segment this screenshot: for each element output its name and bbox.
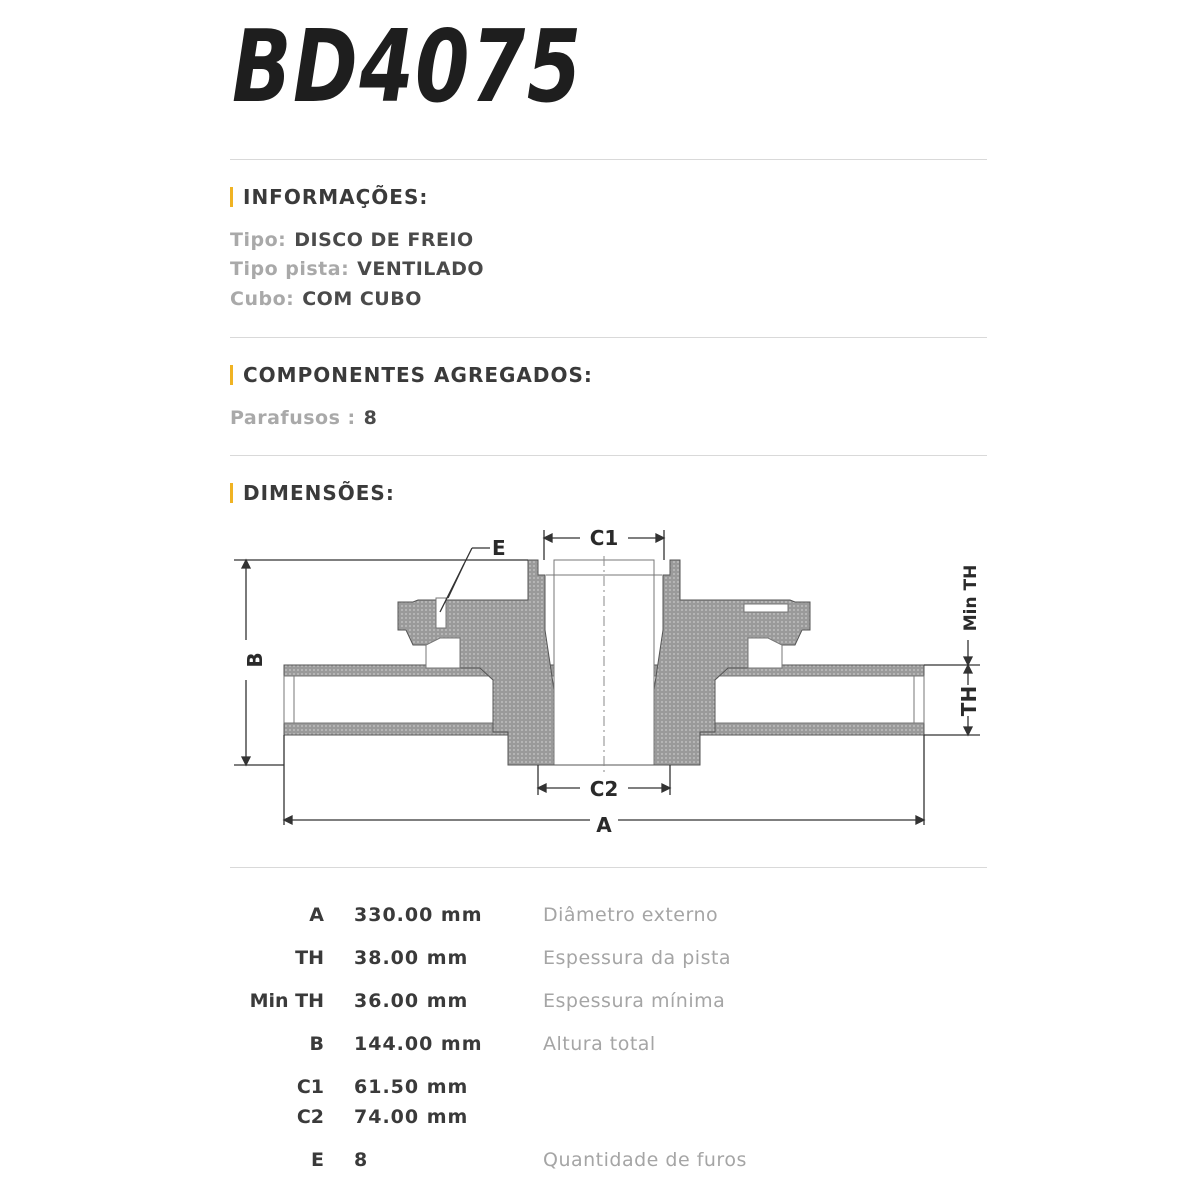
- dimension-description: Espessura mínima: [543, 990, 726, 1012]
- label-e: E: [492, 536, 506, 560]
- section-accent-bar: [230, 483, 233, 503]
- dimension-key: E: [311, 1149, 324, 1171]
- label-c2: C2: [589, 777, 619, 801]
- section-accent-bar: [230, 365, 233, 385]
- dimension-description: Altura total: [543, 1033, 656, 1055]
- info-row: [230, 407, 377, 429]
- label-min-th: Min TH: [961, 564, 981, 632]
- label-th: TH: [957, 685, 981, 717]
- info-row: [230, 288, 422, 310]
- dimension-description: Espessura da pista: [543, 947, 732, 969]
- dimension-value: 8: [354, 1149, 369, 1171]
- info-row: [230, 229, 474, 251]
- dimension-key: C1: [296, 1076, 324, 1098]
- divider: [230, 337, 987, 338]
- brake-disc-diagram: [228, 520, 988, 840]
- info-value: COM CUBO: [302, 288, 422, 310]
- dimension-value: 144.00 mm: [354, 1033, 483, 1055]
- divider: [230, 867, 987, 868]
- info-label: Tipo:: [230, 229, 287, 251]
- dimension-key: B: [309, 1033, 324, 1055]
- dimension-value: 330.00 mm: [354, 904, 483, 926]
- section-info-title: INFORMAÇÕES:: [243, 185, 429, 209]
- section-components-title: COMPONENTES AGREGADOS:: [243, 363, 593, 387]
- section-dimensions-header: [230, 481, 395, 505]
- info-label: Cubo:: [230, 288, 295, 310]
- dimension-description: Diâmetro externo: [543, 904, 719, 926]
- label-c1: C1: [589, 526, 619, 550]
- label-b: B: [243, 652, 267, 668]
- info-value: 8: [363, 407, 378, 429]
- info-value: DISCO DE FREIO: [294, 229, 474, 251]
- section-components-header: [230, 363, 593, 387]
- section-dimensions-title: DIMENSÕES:: [243, 481, 395, 505]
- disc-hub-body: [398, 556, 810, 772]
- dimension-key: A: [309, 904, 324, 926]
- info-value: VENTILADO: [357, 258, 485, 280]
- info-row: [230, 258, 484, 280]
- section-info-header: [230, 185, 428, 209]
- dimension-value: 36.00 mm: [354, 990, 469, 1012]
- label-a: A: [596, 813, 612, 837]
- product-code: BD4075: [232, 8, 583, 125]
- dimension-key: TH: [295, 947, 324, 969]
- info-label: Tipo pista:: [230, 258, 350, 280]
- divider: [230, 455, 987, 456]
- dimension-value: 38.00 mm: [354, 947, 469, 969]
- dimension-description: Quantidade de furos: [543, 1149, 747, 1171]
- dimension-key: Min TH: [249, 990, 324, 1012]
- dimension-key: C2: [296, 1106, 324, 1128]
- dimension-value: 74.00 mm: [354, 1106, 469, 1128]
- info-label: Parafusos :: [230, 407, 356, 429]
- divider: [230, 159, 987, 160]
- section-accent-bar: [230, 187, 233, 207]
- dimension-value: 61.50 mm: [354, 1076, 469, 1098]
